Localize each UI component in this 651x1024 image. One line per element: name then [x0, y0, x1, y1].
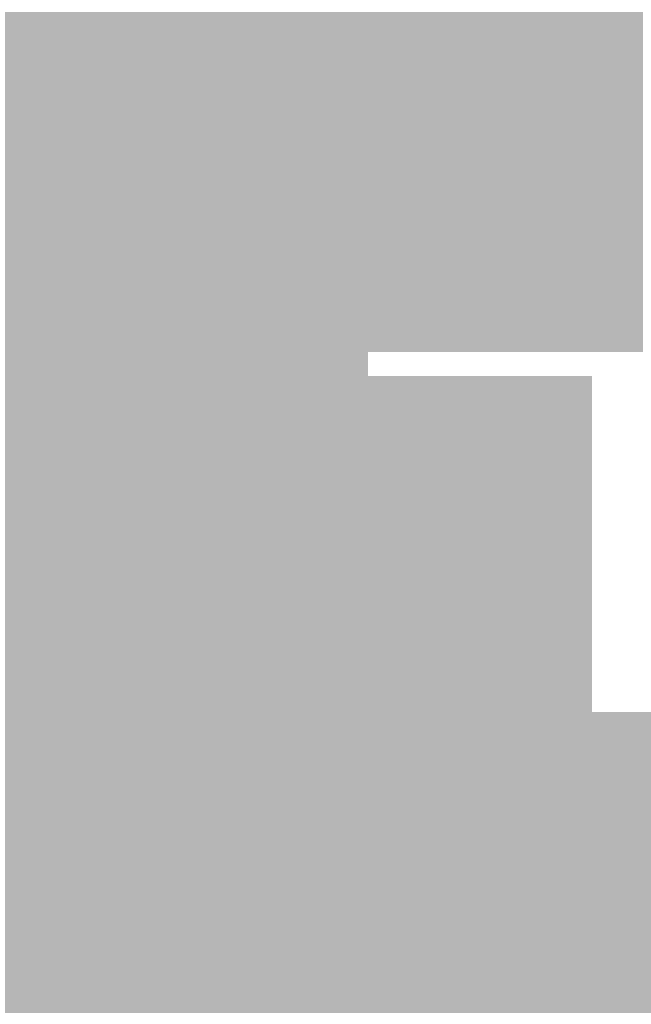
placeholder-block-top — [5, 12, 643, 352]
placeholder-block-bottom — [5, 712, 651, 1013]
placeholder-block-middle — [5, 376, 592, 712]
placeholder-block-connector — [5, 352, 368, 376]
